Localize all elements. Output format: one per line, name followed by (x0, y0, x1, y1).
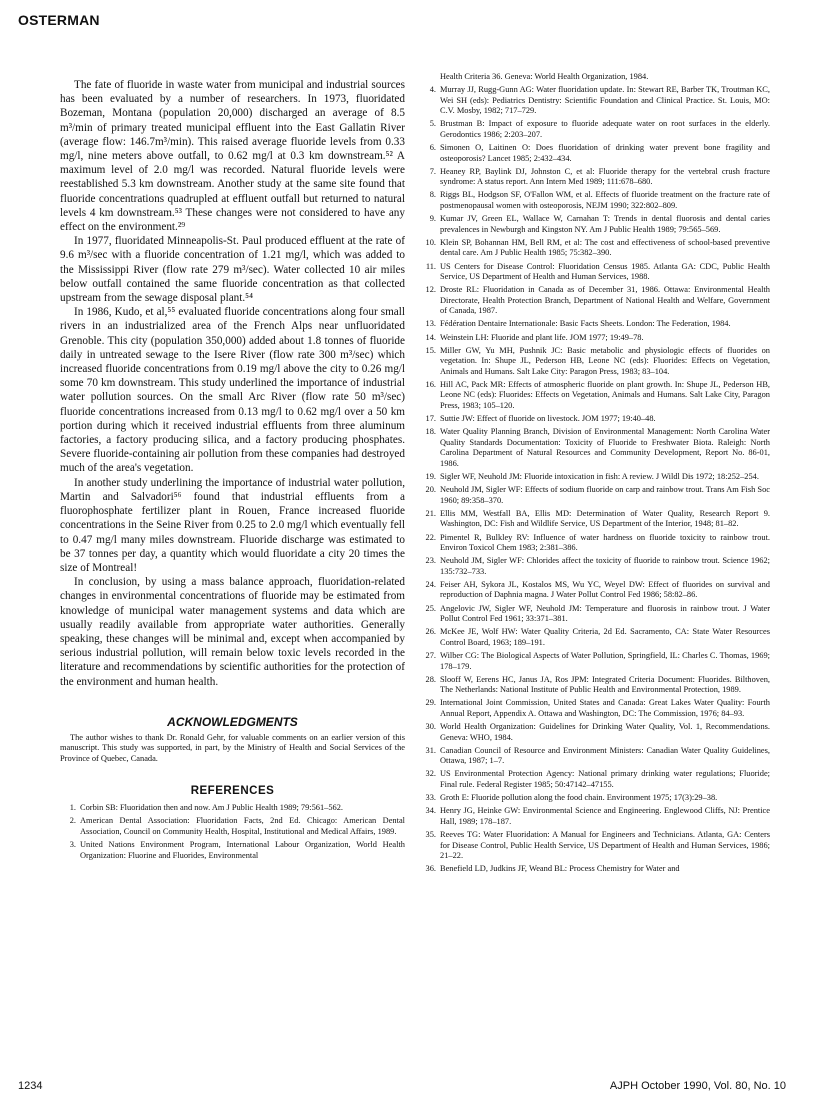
reference-text: US Environmental Protection Agency: National primary drinking water regulations; Fluoride; Final rule. Federal Register 1985; 50:47142–47155. (440, 769, 770, 789)
reference-number: 34. (425, 806, 436, 816)
reference-number: 2. (69, 816, 76, 826)
reference-list-right (420, 72, 770, 875)
reference-number: 29. (425, 698, 436, 708)
references-title: REFERENCES (190, 784, 275, 797)
reference-number: 30. (425, 722, 436, 732)
body-text (60, 78, 405, 689)
reference-item (420, 346, 770, 378)
journal-issue: AJPH October 1990, Vol. 80, No. 10 (609, 1080, 786, 1092)
reference-list-left (60, 803, 405, 862)
reference-text: Slooff W, Eerens HC, Janus JA, Ros JPM: Integrated Criteria Document: Fluorides. Bilthoven, The Netherlands: National Institute of Public Health and Environmental Protection, 1989. (440, 674, 770, 695)
body-paragraph: In 1986, Kudo, et al,⁵⁵ evaluated fluoride concentrations along four small rivers in an industrialized area of the French Alps near unfluoridated Grenoble. This city (population 350,000) added about 1.8 tonnes of fluoride daily in untreated sewage to the Isere River (flow rate 300 m³/sec) which increased fluoride concentrations from 0.19 mg/l above the city to 0.26 mg/l some 70 km downstream. This study underlined the importance of industrial water pollution sources. On the small Arc River (flow rate 50 m³/sec) fluoride concentrations increased from 0.13 mg/l to 0.62 mg/l over a 50 km portion during which it received industrial effluents from three aluminum factories, a factory producing silica, and a factory producing phosphates. Severe fluoride-containing air pollution from these companies had destroyed much of the area's vegetation. (60, 306, 405, 475)
reference-item (420, 769, 770, 790)
reference-number: 35. (425, 830, 436, 839)
reference-number: 5. (429, 119, 436, 129)
reference-item (420, 651, 770, 672)
body-paragraph: The fate of fluoride in waste water from municipal and industrial sources has been evaluated by a number of researchers. In 1973, fluoridated Bozeman, Montana (population 20,000) discharged an average of 8.5 m³/min of primary treated municipal effluent into the East Gallatin River (average flow: 146.7m³/min). This raised average fluoride levels from 0.33 mg/l, nine meters above outfall, to 0.62 mg/l at 0.3 km downstream.⁵² A maximum level of 2.0 mg/l was recorded. Natural fluoride levels were reestablished 5.3 km downstream. Another study at the same site found that fluoride concentrations quadrupled at effluent outfall but returned to natural levels 4 km downstream.⁵³ These changes were not considered to have any effect on the environment.²⁹ (60, 79, 405, 234)
reference-text: Water Quality Planning Branch, Division of Environmental Management: North Carolina Water Quality Standards Documentation: Toxicity of Fluoride to Freshwater Biota. Raleigh: North Carolina Department of Natural Resources and Community Development, Report No. 86-01, 1986. (440, 427, 770, 468)
reference-item (420, 722, 770, 743)
reference-text: Groth E: Fluoride pollution along the food chain. Environment 1975; 17(3):29–38. (440, 793, 718, 803)
reference-item (420, 806, 770, 827)
reference-text: World Health Organization: Guidelines for Drinking Water Quality, Vol. 1, Recommendations. Geneva: WHO, 1984. (440, 722, 770, 742)
reference-item (420, 119, 770, 140)
reference-item (420, 864, 770, 875)
body-paragraph: In 1977, fluoridated Minneapolis-St. Paul produced effluent at the rate of 9.6 m³/sec with a fluoride concentration of 1.21 mg/l, which was added to the Mississippi River (flow rate 279 m³/sec). Water collected 10 air miles below outfall contained the same fluoride concentration as that collected upstream from the sewage disposal plant.⁵⁴ (60, 235, 405, 305)
reference-text: Suttie JW: Effect of fluoride on livestock. JOM 1977; 19:40–48. (440, 414, 656, 424)
reference-item (420, 556, 770, 577)
reference-text: Hill AC, Pack MR: Effects of atmospheric fluoride on plant growth. In: Shupe JL, Pederson HB, Leone NC (eds): Fluorides: Effects on Vegetation, Animals and Humans. Salt Lake City, Paragon Press, 1983; 105–120. (440, 379, 770, 410)
reference-text: Henry JG, Heinke GW: Environmental Science and Engineering. Englewood Cliffs, NJ: Prentice Hall, 1989; 178–187. (440, 806, 770, 826)
reference-item (420, 214, 770, 235)
reference-text: Pimentel R, Bulkley RV: Influence of water hardness on fluoride toxicity to rainbow trout. Environ Toxicol Chem 1983; 2:381–386. (440, 532, 770, 553)
reference-number: 6. (429, 143, 436, 153)
reference-number: 20. (425, 485, 436, 495)
reference-text: Kumar JV, Green EL, Wallace W, Carnahan T: Trends in dental fluorosis and dental caries prevalences in Newburgh and Kingston NY. Am J Public Health 1989; 79:565–569. (440, 214, 770, 234)
reference-item (420, 333, 770, 344)
reference-item (420, 793, 770, 804)
reference-number: 28. (425, 674, 436, 684)
reference-number: 3. (69, 840, 76, 850)
reference-number: 4. (429, 85, 436, 95)
reference-item (420, 72, 770, 83)
reference-text: McKee JE, Wolf HW: Water Quality Criteria, 2d Ed. Sacramento, CA: State Water Resources Control Board, 1963; 189–191. (440, 627, 770, 647)
reference-text: Canadian Council of Resource and Environment Ministers: Canadian Water Quality Guidelines, Ottawa, 1987; 1–7. (440, 745, 770, 766)
left-column (60, 78, 405, 865)
reference-item (420, 604, 770, 625)
reference-number: 25. (425, 603, 436, 613)
reference-text: Ellis MM, Westfall BA, Ellis MD: Determination of Water Quality, Research Report 9. Washington, DC: Fish and Wildlife Service, US Department of the Interior, 1948; 81–82. (440, 508, 770, 529)
reference-number: 14. (425, 332, 436, 342)
reference-text: Benefield LD, Judkins JF, Weand BL: Process Chemistry for Water and (440, 864, 680, 874)
reference-text: Reeves TG: Water Fluoridation: A Manual for Engineers and Technicians. Atlanta, GA: Centers for Disease Control, Public Health Service, US Department of Health and Human Services, 1986; 21–22. (440, 830, 770, 860)
acknowledgments-text: The author wishes to thank Dr. Ronald Gehr, for valuable comments on an earlier version of this manuscript. This study was supported, in part, by the Ministry of Health and Social Services of the Province of Quebec, Canada. (60, 732, 405, 763)
reference-item (420, 319, 770, 330)
reference-item (420, 627, 770, 648)
reference-text: Angelovic JW, Sigler WF, Neuhold JM: Temperature and fluorosis in rainbow trout. J Water Pollut Control Fed 1961; 33:371–381. (440, 603, 770, 624)
reference-number: 11. (425, 261, 436, 271)
reference-item (420, 698, 770, 719)
reference-number: 10. (425, 237, 436, 247)
reference-text: Fédération Dentaire Internationale: Basic Facts Sheets. London: The Federation, 1984. (440, 319, 731, 329)
reference-item (420, 167, 770, 188)
reference-number: 12. (425, 285, 436, 295)
reference-item (60, 840, 405, 861)
page-number: 1234 (18, 1080, 43, 1092)
reference-item (420, 746, 770, 767)
acknowledgments-title: ACKNOWLEDGMENTS (167, 714, 298, 729)
reference-text: United Nations Environment Program, International Labour Organization, World Health Organization: Fluorine and Fluorides, Environmental (80, 840, 405, 860)
reference-item (420, 472, 770, 483)
reference-item (60, 816, 405, 837)
reference-text: Neuhold JM, Sigler WF: Chlorides affect the toxicity of fluoride to rainbow trout. Science 1962; 135:732–733. (440, 556, 770, 576)
reference-text: Neuhold JM, Sigler WF: Effects of sodium fluoride on carp and rainbow trout. Trans Am Fish Soc 1960; 89:358–370. (440, 485, 770, 505)
reference-text: Brustman B: Impact of exposure to fluoride adequate water on root surfaces in the elderly. Gerodontics 1986; 2:203–207. (440, 119, 770, 139)
reference-item (420, 427, 770, 469)
reference-number: 33. (425, 793, 436, 803)
reference-text: Murray JJ, Rugg-Gunn AG: Water fluoridation update. In: Stewart RE, Barber TK, Troutman KC, Wei SH (eds): Pediatrics Dentistry: Scientific Foundation and Clinical Practice. St. Louis, MO: C.V. Mosby, 1982; 717–729. (440, 85, 770, 116)
reference-text: Sigler WF, Neuhold JM: Fluoride intoxication in fish: A review. J Wildl Dis 1972; 18:252–254. (440, 472, 759, 481)
reference-item (60, 803, 405, 814)
reference-text: American Dental Association: Fluoridation Facts, 2nd Ed. Chicago: American Dental Association, Council on Community Health, Hospital, Institutional and Medical Affairs, 1989. (80, 816, 405, 836)
reference-item (420, 85, 770, 117)
reference-item (420, 485, 770, 506)
reference-number: 18. (425, 427, 436, 437)
body-paragraph: In another study underlining the importance of industrial water pollution, Martin and Salvadori⁵⁶ found that industrial effluents from a fluorophosphate fertilizer plant in Rouen, France increased fluoride concentrations in the Seine River from 0.25 to 2.0 mg/l which eventually fell to 0.47 mg/l many miles downstream. Fluoride discharge was estimated to be 37 tonnes per day, a quantity which would fluoridate a city 20 times the size of Montreal! (60, 476, 405, 574)
reference-number: 8. (429, 190, 436, 200)
reference-number: 7. (429, 166, 436, 176)
reference-text: Heaney RP, Baylink DJ, Johnston C, et al: Fluoride therapy for the vertebral crush fracture syndrome: A status report. Ann Intern Med 1989; 111:678–680. (440, 166, 770, 187)
right-column (420, 72, 770, 877)
reference-text: Simonen O, Laitinen O: Does fluoridation of drinking water prevent bone fragility and osteoporosis? Lancet 1985; 2:432–434. (440, 143, 770, 163)
reference-text: Droste RL: Fluoridation in Canada as of December 31, 1986. Ottawa: Environmental Health Directorate, Health Protection Branch, Department of National Health and Welfare, Government of Canada, 1987. (440, 285, 770, 316)
reference-number: 15. (425, 345, 436, 355)
reference-item (420, 509, 770, 530)
reference-number: 13. (425, 319, 436, 329)
reference-number: 21. (425, 508, 436, 518)
reference-text: Miller GW, Yu MH, Pushnik JC: Basic metabolic and physiologic effects of fluorides on vegetation. In: Shupe JL, Pederson HB, Leone NC (eds): Fluorides: Effects on Vegetation, Animals and Humans. Salt Lake City: Paragon Press, 1983; 83–104. (440, 345, 770, 376)
reference-number: 22. (425, 532, 436, 542)
reference-number (420, 72, 440, 83)
reference-number: 36. (425, 864, 436, 874)
body-paragraph: In conclusion, by using a mass balance approach, fluoridation-related changes in environmental concentrations of fluoride may be estimated from knowledge of municipal water management systems and data which are usually readily available from appropriate water authorities. Generally speaking, these changes will be minimal and, except when accompanied by serious industrial pollution, will remain below toxic levels recorded in the literature and recommendations by scientific authorities for the protection of the environment and human health. (60, 576, 405, 688)
reference-text: International Joint Commission, United States and Canada: Great Lakes Water Quality: Fourth Annual Report, Appendix A. Ottawa and Washington, DC: The Commission, 1976; 84–93. (440, 698, 770, 718)
reference-text: Health Criteria 36. Geneva: World Health Organization, 1984. (440, 72, 649, 81)
reference-text: Wilber CG: The Biological Aspects of Water Pollution, Springfield, IL: Charles C. Thomas, 1969; 178–179. (440, 651, 770, 671)
reference-number: 23. (425, 556, 436, 566)
reference-number: 31. (425, 745, 436, 755)
reference-text: Riggs BL, Hodgson SF, O'Fallon WM, et al. Effects of fluoride treatment on the fracture rate of postmenopausal women with osteoporosis, NEJM 1990; 322:802–809. (440, 190, 770, 210)
reference-item (420, 262, 770, 283)
reference-item (420, 380, 770, 412)
reference-number: 17. (425, 414, 436, 424)
reference-item (420, 143, 770, 164)
reference-number: 1. (69, 802, 76, 812)
reference-text: Klein SP, Bohannan HM, Bell RM, et al: The cost and effectiveness of school-based preventive dental care. Am J Public Health 1985; 75:382–390. (440, 237, 770, 258)
reference-number: 19. (425, 472, 436, 481)
reference-number: 9. (429, 214, 436, 224)
reference-text: Corbin SB: Fluoridation then and now. Am J Public Health 1989; 79:561–562. (80, 802, 344, 812)
reference-number: 32. (425, 769, 436, 779)
reference-number: 24. (425, 579, 436, 589)
reference-item (420, 414, 770, 425)
reference-number: 27. (425, 651, 436, 660)
reference-item (420, 580, 770, 601)
reference-item (420, 533, 770, 554)
reference-item (420, 238, 770, 259)
reference-item (420, 830, 770, 862)
reference-text: Feiser AH, Sykora JL, Kostalos MS, Wu YC, Weyel DW: Effect of fluorides on survival and reproduction of Daphnia magna. J Water Pollut Control Fed 1986; 58:82–86. (440, 579, 770, 600)
reference-number: 26. (425, 627, 436, 637)
reference-number: 16. (425, 379, 436, 389)
reference-text: US Centers for Disease Control: Fluoridation Census 1985. Atlanta GA: CDC, Public Health Service, US Department of Health and Human Services, 1988. (440, 261, 770, 281)
reference-item (420, 675, 770, 696)
reference-text: Weinstein LH: Fluoride and plant life. JOM 1977; 19:49–78. (440, 332, 644, 342)
running-header: OSTERMAN (18, 12, 100, 28)
reference-item (420, 285, 770, 317)
reference-item (420, 190, 770, 211)
